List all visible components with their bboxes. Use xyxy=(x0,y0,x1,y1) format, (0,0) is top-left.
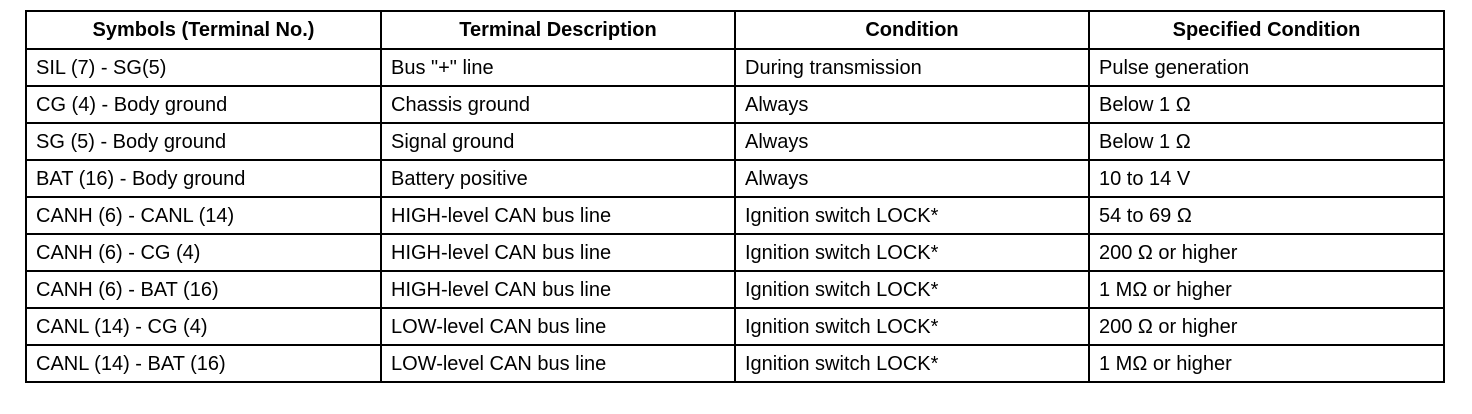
cell-symbols: CANH (6) - BAT (16) xyxy=(26,271,381,308)
table-row xyxy=(26,160,1444,197)
table-row xyxy=(26,308,1444,345)
cell-symbols: CANL (14) - CG (4) xyxy=(26,308,381,345)
cell-terminal-description: LOW-level CAN bus line xyxy=(381,308,735,345)
cell-condition: Ignition switch LOCK* xyxy=(735,345,1089,382)
cell-terminal-description: LOW-level CAN bus line xyxy=(381,345,735,382)
table-row xyxy=(26,271,1444,308)
table-row xyxy=(26,86,1444,123)
table-row xyxy=(26,49,1444,86)
cell-symbols: SIL (7) - SG(5) xyxy=(26,49,381,86)
cell-condition: Ignition switch LOCK* xyxy=(735,234,1089,271)
cell-terminal-description: HIGH-level CAN bus line xyxy=(381,197,735,234)
cell-condition: Ignition switch LOCK* xyxy=(735,271,1089,308)
terminal-spec-table xyxy=(25,10,1445,383)
cell-symbols: CANH (6) - CG (4) xyxy=(26,234,381,271)
header-symbols: Symbols (Terminal No.) xyxy=(26,11,381,49)
cell-condition: Ignition switch LOCK* xyxy=(735,308,1089,345)
cell-specified-condition: 1 MΩ or higher xyxy=(1089,271,1444,308)
table-row xyxy=(26,123,1444,160)
cell-terminal-description: HIGH-level CAN bus line xyxy=(381,234,735,271)
cell-specified-condition: Below 1 Ω xyxy=(1089,123,1444,160)
header-terminal-description: Terminal Description xyxy=(381,11,735,49)
cell-terminal-description: Chassis ground xyxy=(381,86,735,123)
cell-terminal-description: Battery positive xyxy=(381,160,735,197)
header-condition: Condition xyxy=(735,11,1089,49)
header-specified-condition: Specified Condition xyxy=(1089,11,1444,49)
cell-condition: Always xyxy=(735,160,1089,197)
cell-symbols: SG (5) - Body ground xyxy=(26,123,381,160)
cell-terminal-description: HIGH-level CAN bus line xyxy=(381,271,735,308)
cell-specified-condition: 54 to 69 Ω xyxy=(1089,197,1444,234)
cell-condition: During transmission xyxy=(735,49,1089,86)
terminal-spec-table-container xyxy=(25,10,1445,383)
cell-symbols: CG (4) - Body ground xyxy=(26,86,381,123)
table-row xyxy=(26,234,1444,271)
table-header-row xyxy=(26,11,1444,49)
table-row xyxy=(26,197,1444,234)
cell-specified-condition: Below 1 Ω xyxy=(1089,86,1444,123)
cell-condition: Always xyxy=(735,123,1089,160)
cell-specified-condition: 10 to 14 V xyxy=(1089,160,1444,197)
cell-symbols: BAT (16) - Body ground xyxy=(26,160,381,197)
cell-terminal-description: Bus "+" line xyxy=(381,49,735,86)
cell-specified-condition: 200 Ω or higher xyxy=(1089,234,1444,271)
cell-condition: Always xyxy=(735,86,1089,123)
cell-symbols: CANL (14) - BAT (16) xyxy=(26,345,381,382)
cell-symbols: CANH (6) - CANL (14) xyxy=(26,197,381,234)
table-row xyxy=(26,345,1444,382)
cell-condition: Ignition switch LOCK* xyxy=(735,197,1089,234)
cell-terminal-description: Signal ground xyxy=(381,123,735,160)
cell-specified-condition: Pulse generation xyxy=(1089,49,1444,86)
cell-specified-condition: 200 Ω or higher xyxy=(1089,308,1444,345)
cell-specified-condition: 1 MΩ or higher xyxy=(1089,345,1444,382)
